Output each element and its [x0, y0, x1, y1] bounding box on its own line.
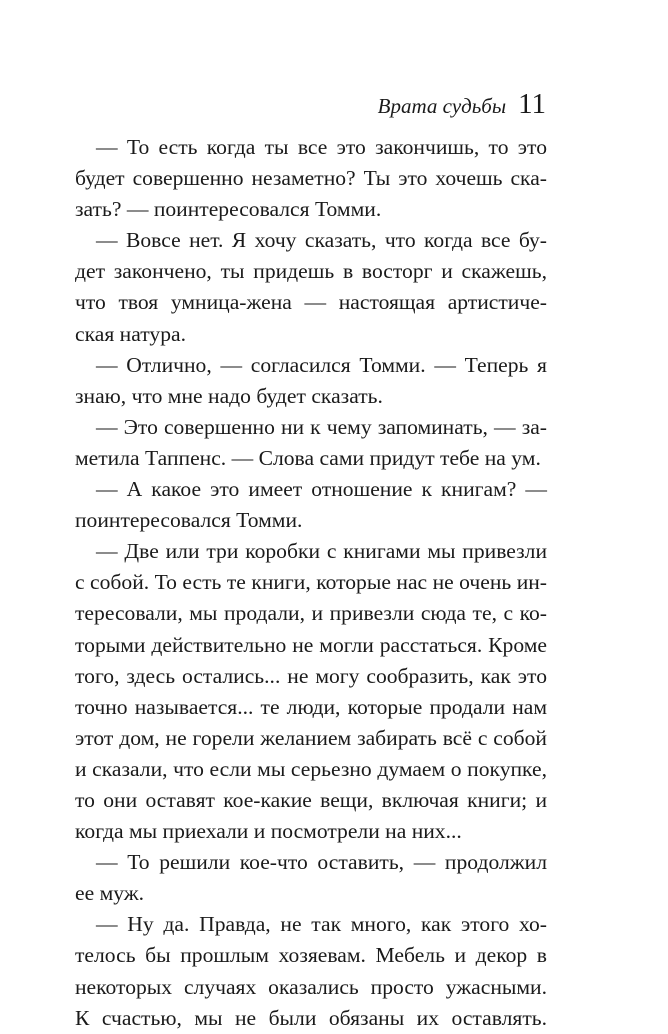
text-line: К счастью, мы не были обязаны их оставлять. — [75, 1005, 547, 1030]
text-line: дет закончено, ты придешь в восторг и скажешь, — [75, 259, 547, 284]
text-line: — Вовсе нет. Я хочу сказать, что когда все бу- — [96, 228, 547, 253]
text-line: ская натура. — [75, 321, 186, 346]
running-title: Врата судьбы — [377, 94, 507, 118]
text-line: — Две или три коробки с книгами мы привезли — [96, 539, 547, 564]
text-line: — А какое это имеет отношение к книгам? — — [96, 477, 547, 502]
text-line: того, здесь остались... не могу сообразить, как это — [75, 663, 547, 688]
text-line: точно называется... те люди, которые продали нам — [75, 694, 547, 719]
text-line: что твоя умница-жена — настоящая артистиче- — [75, 290, 547, 315]
text-line: и сказали, что если мы серьезно думаем о покупке, — [75, 756, 547, 781]
text-line: — Ну да. Правда, не так много, как этого хо- — [96, 912, 547, 937]
text-line: знаю, что мне надо будет сказать. — [75, 383, 383, 408]
running-head — [378, 88, 546, 121]
text-line: — Отлично, — согласился Томми. — Теперь я — [96, 352, 547, 377]
text-line: этот дом, не горели желанием забирать всё с собой — [75, 725, 547, 750]
text-line: когда мы приехали и посмотрели на них... — [75, 819, 462, 844]
text-line: ее муж. — [75, 881, 145, 906]
text-line: поинтересовался Томми. — [75, 508, 303, 533]
text-line: то они оставят кое-какие вещи, включая книги; и — [75, 787, 547, 812]
text-line: — Это совершенно ни к чему запоминать, — за- — [96, 414, 547, 439]
body-text — [75, 132, 547, 1034]
text-line: телось бы прошлым хозяевам. Мебель и декор в — [75, 943, 547, 968]
text-line: тересовали, мы продали, и привезли сюда те, с ко- — [75, 601, 547, 626]
text-line: зать? — поинтересовался Томми. — [75, 197, 382, 222]
text-line: — То есть когда ты все это закончишь, то это — [96, 135, 547, 159]
page-number: 11 — [518, 88, 546, 120]
text-line: метила Таппенс. — Слова сами придут тебе на ум. — [75, 445, 541, 470]
text-line: будет совершенно незаметно? Ты это хочешь ска- — [75, 166, 547, 191]
text-line: — То решили кое-что оставить, — продолжил — [96, 850, 547, 875]
text-line: с собой. То есть те книги, которые нас не очень ин- — [75, 570, 547, 595]
text-line: торыми действительно не могли расстаться. Кроме — [75, 632, 547, 657]
text-line: некоторых случаях оказались просто ужасными. — [75, 974, 547, 999]
